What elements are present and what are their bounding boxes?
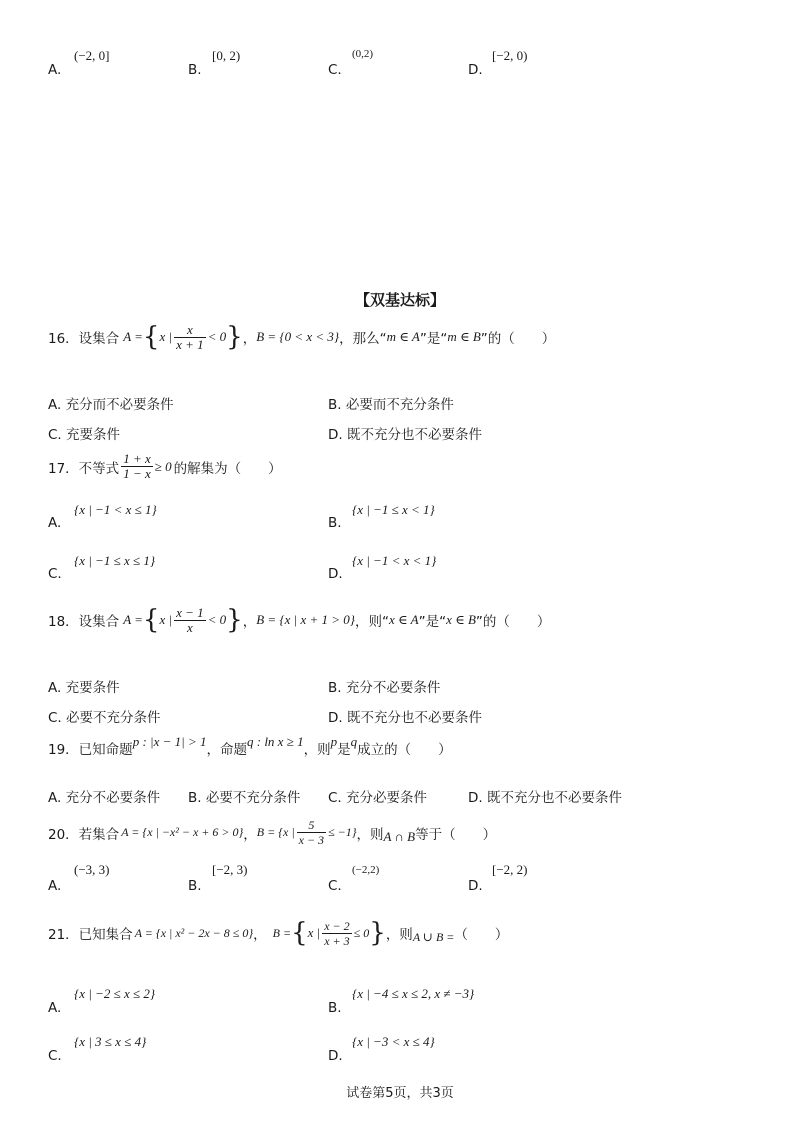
fraction	[297, 818, 326, 847]
option-a	[48, 393, 174, 413]
option-letter: A.	[48, 62, 62, 78]
fraction	[322, 919, 351, 948]
expression: A ∩ B	[383, 828, 416, 844]
option-value: (−2, 0]	[74, 48, 110, 63]
option-letter: B.	[328, 1000, 342, 1016]
text-is: ”是“	[419, 331, 448, 347]
option-letter: B.	[328, 397, 342, 413]
condition-1: x ∈ A	[388, 612, 419, 627]
option-value: (−3, 3)	[74, 862, 110, 877]
question-number: 17．不等式	[48, 460, 120, 477]
option-letter: C.	[48, 427, 62, 443]
option-value: {x | −1 ≤ x ≤ 1}	[74, 553, 156, 568]
fraction-numerator: 5	[297, 818, 326, 833]
fraction-denominator: x	[186, 619, 193, 635]
option-letter: A.	[48, 397, 62, 413]
option-value: 既不充分也不必要条件	[346, 710, 482, 726]
text-is: 是	[337, 742, 351, 758]
option-letter: B.	[328, 680, 342, 696]
text-end: ”的（ ）	[475, 614, 551, 630]
text-mid: ，则“	[354, 614, 389, 630]
option-value: 充要条件	[66, 427, 121, 443]
question-19	[48, 734, 452, 758]
fraction-numerator: 1 + x	[123, 451, 151, 466]
option-letter: B.	[188, 878, 202, 894]
text-end: ”的（ ）	[480, 331, 556, 347]
question-17	[48, 452, 282, 481]
option-letter: D.	[468, 790, 483, 806]
option-value: {x | −1 < x < 1}	[352, 553, 437, 568]
set-a-tail: < 0	[207, 612, 227, 627]
set-a: A = {x | −x² − x + 6 > 0}	[121, 825, 244, 839]
condition-2: m ∈ B	[447, 329, 481, 344]
symbol-p: p	[330, 734, 338, 749]
option-value: (0,2)	[352, 48, 374, 60]
option-letter: D.	[328, 1048, 343, 1064]
fraction-numerator: x − 1	[176, 604, 204, 620]
set-a-tail: < 0	[207, 329, 227, 344]
option-value: {x | 3 ≤ x ≤ 4}	[74, 1034, 147, 1049]
option-c	[48, 423, 120, 443]
option-value: [0, 2)	[212, 48, 241, 63]
option-letter: C.	[48, 710, 62, 726]
question-number: 20．若集合	[48, 826, 120, 843]
question-number: 21．已知集合	[48, 927, 133, 943]
right-brace: }	[226, 322, 243, 352]
fraction-denominator: 1 − x	[123, 466, 151, 481]
option-c	[48, 706, 161, 726]
option-value: {x | −4 ≤ x ≤ 2, x ≠ −3}	[352, 986, 475, 1001]
text-then: ，则	[303, 742, 331, 758]
condition-1: m ∈ A	[386, 329, 420, 344]
option-letter: D.	[468, 62, 483, 78]
proposition-p: p : |x − 1| > 1	[132, 734, 207, 749]
option-value: {x | −1 ≤ x < 1}	[352, 502, 435, 517]
option-value: [−2, 2)	[492, 862, 528, 877]
text-end: 的解集为（ ）	[173, 460, 282, 477]
option-letter: C.	[328, 790, 342, 806]
option-letter: C.	[48, 1048, 62, 1064]
fraction-denominator: x + 3	[324, 933, 350, 948]
option-letter: D.	[468, 878, 483, 894]
text-end: 等于（ ）	[415, 826, 497, 843]
fraction-numerator: x	[174, 323, 206, 338]
left-brace: {	[291, 918, 308, 948]
set-b-tail: ≤ −1}	[328, 825, 357, 839]
option-value: [−2, 3)	[212, 862, 248, 877]
option-value: 充分不必要条件	[65, 790, 161, 806]
option-letter: C.	[328, 878, 342, 894]
question-18	[48, 605, 550, 635]
option-letter: D.	[328, 710, 343, 726]
comma: ，	[253, 927, 267, 943]
option-value: 必要而不充分条件	[345, 397, 454, 413]
left-brace: {	[142, 605, 160, 635]
question-21	[48, 918, 508, 948]
text-mid: ，那么“	[339, 331, 387, 347]
option-letter: B.	[188, 62, 202, 78]
text-end: （ ）	[454, 927, 509, 943]
option-letter: A.	[48, 790, 62, 806]
question-number: 19．已知命题	[48, 742, 133, 758]
option-value: [−2, 0)	[492, 48, 528, 63]
right-brace: }	[226, 605, 243, 635]
set-b-tail: ≤ 0	[353, 925, 370, 940]
option-value: 必要不充分条件	[66, 710, 161, 726]
option-d	[328, 423, 482, 443]
text-mid: ，命题	[206, 742, 247, 758]
set-var: x |	[159, 329, 173, 344]
option-value: 既不充分也不必要条件	[486, 790, 622, 806]
option-letter: C.	[48, 566, 62, 582]
option-letter: D.	[328, 427, 343, 443]
set-a-lhs: A =	[123, 329, 143, 344]
set-b: B = {x | x + 1 > 0}	[256, 612, 355, 627]
option-value: 既不充分也不必要条件	[346, 427, 482, 443]
option-value: (−2,2)	[352, 864, 380, 876]
right-brace: }	[369, 918, 386, 948]
symbol-q: q	[350, 734, 358, 749]
text-then: ，则	[385, 927, 413, 943]
option-value: {x | −3 < x ≤ 4}	[352, 1034, 435, 1049]
option-letter: B.	[328, 515, 342, 531]
option-d	[468, 786, 622, 806]
option-a	[48, 786, 160, 806]
set-b-lhs: B = {x |	[256, 825, 295, 839]
proposition-q: q : ln x ≥ 1	[246, 734, 304, 749]
fraction-numerator: x − 2	[324, 918, 350, 933]
set-b: B = {0 < x < 3}	[256, 329, 340, 344]
set-var: x |	[159, 612, 173, 627]
fraction	[174, 323, 206, 352]
option-b	[188, 786, 300, 806]
comma: ，	[243, 826, 257, 843]
option-a	[48, 676, 120, 696]
set-b-lhs: B =	[272, 925, 292, 940]
option-value: 充分不必要条件	[345, 680, 441, 696]
option-letter: A.	[48, 1000, 62, 1016]
option-letter: D.	[328, 566, 343, 582]
option-letter: B.	[188, 790, 202, 806]
option-letter: A.	[48, 680, 62, 696]
question-number: 18．设集合	[48, 614, 120, 630]
left-brace: {	[142, 322, 160, 352]
text-then: ，则	[356, 826, 384, 843]
option-value: 充要条件	[65, 680, 120, 696]
fraction-denominator: x − 3	[298, 833, 325, 847]
option-value: {x | −2 ≤ x ≤ 2}	[74, 986, 156, 1001]
option-value: 必要不充分条件	[205, 790, 301, 806]
option-letter: C.	[328, 62, 342, 78]
inequality: ≥ 0	[154, 458, 172, 474]
fraction-denominator: x + 1	[176, 336, 204, 352]
set-a-lhs: A =	[123, 612, 143, 627]
set-a: A = {x | x² − 2x − 8 ≤ 0}	[134, 925, 254, 940]
option-c	[328, 786, 427, 806]
option-letter: A.	[48, 515, 62, 531]
page-footer: 试卷第5页，共3页	[346, 1086, 454, 1101]
comma: ，	[242, 331, 257, 347]
question-number: 16．设集合	[48, 331, 120, 347]
option-letter: A.	[48, 878, 62, 894]
set-var: x |	[307, 925, 321, 940]
fraction	[174, 606, 206, 635]
option-value: 充分必要条件	[346, 790, 428, 806]
expression: A ∪ B =	[412, 929, 455, 944]
text-end: 成立的（ ）	[357, 742, 452, 758]
option-b	[328, 393, 454, 413]
option-value: {x | −1 < x ≤ 1}	[74, 502, 157, 517]
option-d	[328, 706, 482, 726]
comma: ，	[242, 614, 257, 630]
section-title: 【双基达标】	[354, 291, 445, 309]
question-20	[48, 818, 496, 847]
fraction	[121, 452, 153, 481]
option-value: 充分而不必要条件	[65, 397, 174, 413]
condition-2: x ∈ B	[446, 612, 476, 627]
option-b	[328, 676, 440, 696]
question-16	[48, 322, 555, 352]
text-is: ”是“	[418, 614, 447, 630]
